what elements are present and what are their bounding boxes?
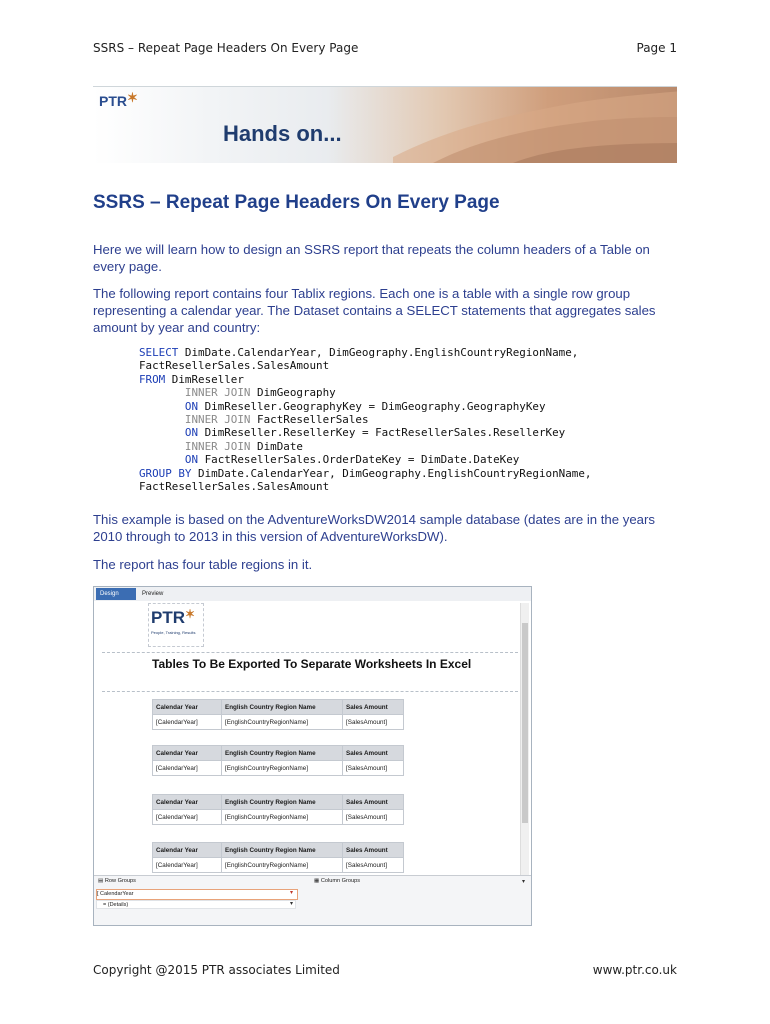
star-icon: ✶ xyxy=(185,607,196,621)
row-groups-header: ▤ Row Groups xyxy=(98,878,136,884)
tablix-paragraph: The following report contains four Tablix regions. Each one is a table with a single row group representing a calendar year. The Dataset contains a SELECT statements that aggregates sales amount by year and country: xyxy=(93,286,656,335)
banner-caption: Hands on... xyxy=(223,121,342,146)
tablix-3[interactable] xyxy=(152,794,404,825)
copyright: Copyright @2015 PTR associates Limited xyxy=(93,963,340,977)
page-number: Page 1 xyxy=(636,41,677,55)
tablix-1[interactable] xyxy=(152,699,404,730)
tab-preview[interactable]: Preview xyxy=(142,591,164,597)
logo-tagline: People, Training, Results xyxy=(151,630,196,635)
divider xyxy=(102,691,518,692)
cell[interactable]: [EnglishCountryRegionName] xyxy=(222,810,343,825)
chevron-down-icon[interactable]: ▾ xyxy=(521,879,525,885)
footer-url[interactable]: www.ptr.co.uk xyxy=(592,963,677,977)
row-group-calendaryear[interactable]: [ CalendarYear xyxy=(96,889,298,900)
cell[interactable]: [CalendarYear] xyxy=(153,761,222,776)
col-header[interactable]: Calendar Year xyxy=(153,700,222,715)
tables-paragraph: The report has four table regions in it. xyxy=(93,557,313,572)
col-header[interactable]: English Country Region Name xyxy=(222,700,343,715)
sql-code-block: SELECT DimDate.CalendarYear, DimGeography.EnglishCountryRegionName, FactResellerSales.SalesAmount FROM DimReseller INNER JOIN DimGeography ON DimReseller.GeographyKey = DimGeography.GeographyKey INNER JOIN FactResellerSales ON DimReseller.ResellerKey = FactResellerSales.ResellerKey INNER JOIN DimDate ON FactResellerSales.OrderDateKey = DimDate.DateKey GROUP BY DimDate.CalendarYear, DimGeography.EnglishCountryRegionName, FactResellerSales.SalesAmount xyxy=(139,346,592,494)
cell[interactable]: [CalendarYear] xyxy=(153,858,222,873)
grouping-pane xyxy=(94,875,531,926)
hands-on-banner xyxy=(93,86,677,163)
col-header[interactable]: English Country Region Name xyxy=(222,843,343,858)
col-header[interactable]: Sales Amount xyxy=(343,843,404,858)
report-title: Tables To Be Exported To Separate Worksheets In Excel xyxy=(152,657,472,671)
col-header[interactable]: Sales Amount xyxy=(343,795,404,810)
tab-design[interactable]: Design xyxy=(96,588,136,600)
banner-hands-image xyxy=(393,87,677,163)
row-group-details[interactable]: = (Details) xyxy=(96,900,296,909)
vertical-scrollbar[interactable] xyxy=(520,603,529,875)
dropdown-arrow-icon[interactable]: ▾ xyxy=(290,890,294,896)
logo-text: PTR✶ xyxy=(151,607,196,627)
col-header[interactable]: Calendar Year xyxy=(153,795,222,810)
col-header[interactable]: English Country Region Name xyxy=(222,746,343,761)
page-title: SSRS – Repeat Page Headers On Every Page xyxy=(93,192,500,213)
cell[interactable]: [CalendarYear] xyxy=(153,715,222,730)
col-header[interactable]: Calendar Year xyxy=(153,746,222,761)
col-header[interactable]: Sales Amount xyxy=(343,746,404,761)
banner-logo: PTR✶ xyxy=(99,90,138,109)
col-header[interactable]: English Country Region Name xyxy=(222,795,343,810)
adventureworks-paragraph: This example is based on the AdventureWorksDW2014 sample database (dates are in the years 2010 through to 2013 in this version of AdventureWorksDW). xyxy=(93,512,655,544)
tablix-4[interactable] xyxy=(152,842,404,873)
report-logo xyxy=(148,603,204,647)
scroll-thumb[interactable] xyxy=(522,623,528,823)
cell[interactable]: [EnglishCountryRegionName] xyxy=(222,761,343,776)
tablix-2[interactable] xyxy=(152,745,404,776)
col-header[interactable]: Sales Amount xyxy=(343,700,404,715)
col-header[interactable]: Calendar Year xyxy=(153,843,222,858)
cell[interactable]: [CalendarYear] xyxy=(153,810,222,825)
designer-tabbar xyxy=(94,587,531,601)
cell[interactable]: [SalesAmount] xyxy=(343,810,404,825)
column-groups-header: ▦ Column Groups xyxy=(314,878,361,884)
header-title: SSRS – Repeat Page Headers On Every Page xyxy=(93,41,359,55)
divider xyxy=(102,652,518,653)
cell[interactable]: [EnglishCountryRegionName] xyxy=(222,858,343,873)
cell[interactable]: [SalesAmount] xyxy=(343,761,404,776)
dropdown-arrow-icon[interactable]: ▾ xyxy=(290,901,294,907)
report-designer-screenshot xyxy=(93,586,532,926)
star-icon: ✶ xyxy=(127,90,138,105)
cell[interactable]: [SalesAmount] xyxy=(343,858,404,873)
report-canvas[interactable] xyxy=(102,603,518,875)
intro-paragraph: Here we will learn how to design an SSRS report that repeats the column headers of a Table on every page. xyxy=(93,242,650,274)
cell[interactable]: [EnglishCountryRegionName] xyxy=(222,715,343,730)
page-header xyxy=(93,41,677,61)
cell[interactable]: [SalesAmount] xyxy=(343,715,404,730)
